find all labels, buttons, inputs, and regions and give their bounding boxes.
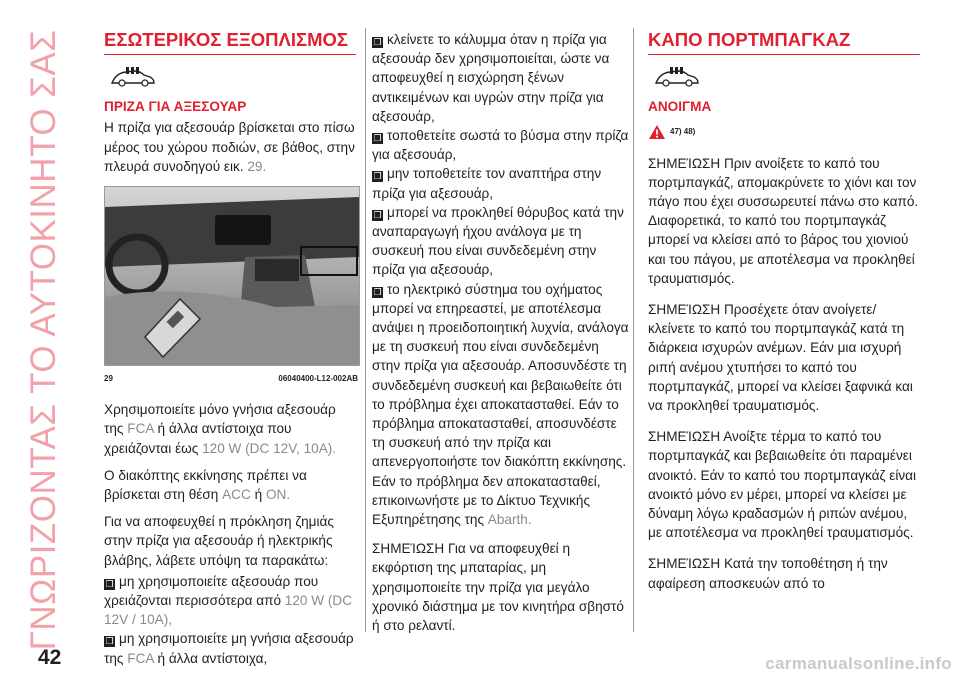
watermark: carmanualsonline.info [765, 654, 952, 673]
section-title-interior: ΕΣΩΤΕΡΙΚΟΣ ΕΞΟΠΛΙΣΜΟΣ [104, 30, 356, 55]
note-paragraph: ΣΗΜΕΊΩΣΗ Πριν ανοίξετε το καπό του πορτμπαγκάζ, απομακρύνετε το χιόνι και τον πάγο που έχει συσσωρευτεί πάνω στο καπό. Διαφορετικά, το καπό του πορτμπαγκάζ μπορεί να κλείσει από το βάρος του χιονιού και του πάγου, με αποτέλεσμα να προκληθεί τραυματισμός. [648, 155, 919, 286]
note-paragraph: ΣΗΜΕΊΩΣΗ Ανοίξτε τέρμα το καπό του πορτμπαγκάζ και βεβαιωθείτε ότι παραμένει ανοικτό. Εάν το καπό του πορτμπαγκάζ είναι ανοικτό μόνο εν μέρει, μπορεί να κλείσει με δύναμη λόγω κραδασμών ή ριπών ανέμου, με αποτέλεσμα να προκληθεί τραυματισμός. [648, 429, 917, 541]
checkbox-bullet-icon: ❐ [105, 578, 114, 589]
car-model-icon [110, 65, 156, 89]
checkbox-bullet-icon: ❐ [373, 286, 382, 297]
chapter-side-tab: ΓΝΩΡΙΖΟΝΤΑΣ ΤΟ ΑΥΤΟΚΙΝΗΤΟ ΣΑΣ [24, 29, 63, 651]
warning-reference: 47) 48) [648, 122, 920, 141]
note-paragraph: ΣΗΜΕΊΩΣΗ Κατά την τοποθέτηση ή την αφαίρεση αποσκευών από το [648, 556, 888, 591]
paragraph: Η πρίζα για αξεσουάρ βρίσκεται στο πίσω μέρος του χώρου ποδιών, σε βάθος, στην πλευρά συνοδηγού εικ. 29. [104, 120, 355, 174]
checkbox-bullet-icon: ❐ [373, 171, 382, 182]
column-divider [365, 28, 366, 632]
bullet-item: ❐ μην τοποθετείτε τον αναπτήρα στην πρίζα για αξεσουάρ, [372, 166, 602, 201]
figure-caption [104, 369, 358, 388]
checkbox-bullet-icon: ❐ [105, 636, 114, 647]
figure-number: 29 [104, 374, 113, 384]
section-title-trunk: ΚΑΠΟ ΠΟΡΤΜΠΑΓΚΑΖ [648, 30, 920, 55]
bullet-item: ❐ τοποθετείτε σωστά το βύσμα στην πρίζα για αξεσουάρ, [372, 128, 629, 163]
paragraph: Για να αποφευχθεί η πρόκληση ζημιάς στην πρίζα για αξεσουάρ ή ηλεκτρικής βλάβης, λάβετε υπόψη τα παρακάτω: [104, 514, 334, 568]
column-divider [633, 28, 634, 632]
figure-code: 06040400-L12-002AB [278, 374, 358, 384]
checkbox-bullet-icon: ❐ [373, 209, 382, 220]
checkbox-bullet-icon: ❐ [373, 37, 382, 47]
bullet-item: ❐ το ηλεκτρικό σύστημα του οχήματος μπορεί να επηρεαστεί, με αποτέλεσμα ανάψει η προειδοποιητική λυχνία, ανάλογα με τη συσκευή που είναι συνδεδεμένη στην πρίζα για αξεσουάρ. Αποσυνδέστε τη συνδεδεμένη συσκευή και βεβαιωθείτε ότι το πρόβλημα έχει αποκατασταθεί. Εάν το πρόβλημα αποκατασταθεί, αποσυνδέστε τη συσκευή από την πρίζα και απενεργοποιήστε τον διακόπτη εκκίνησης. Εάν το πρόβλημα δεν αποκατασταθεί, επικοινωνήστε με το Δίκτυο Τεχνικής Εξυπηρέτησης της Abarth. [372, 281, 629, 528]
bullet-item: ❐ μπορεί να προκληθεί θόρυβος κατά την αναπαραγωγή ήχου ανάλογα με τη συσκευή που είναι συνδεδεμένη στην πρίζα για αξεσουάρ, [372, 204, 624, 278]
paragraph: Χρησιμοποιείτε μόνο γνήσια αξεσουάρ της FCA ή άλλα αντίστοιχα που χρειάζονται έως 120 W (DC 12V, 10A). [104, 402, 337, 456]
figure-photo-dashboard [104, 186, 360, 366]
car-model-icon [654, 65, 700, 89]
paragraph: Ο διακόπτης εκκίνησης πρέπει να βρίσκεται στη θέση ACC ή ON. [104, 467, 307, 503]
checkbox-bullet-icon: ❐ [373, 133, 382, 144]
note-paragraph: ΣΗΜΕΊΩΣΗ Προσέχετε όταν ανοίγετε/κλείνετε το καπό του πορτμπαγκάζ κατά τη διάρκεια ισχυρών ανέμων. Εάν μια ισχυρή ριπή ανέμου χτυπήσει το καπό του πορτμπαγκάζ, μπορεί να κλείσει ξαφνικά και να προκληθεί τραυματισμός. [648, 302, 913, 414]
column-left [104, 30, 356, 668]
note-paragraph: ΣΗΜΕΊΩΣΗ Για να αποφευχθεί η εκφόρτιση της μπαταρίας, μη χρησιμοποιείτε την πρίζα για μεγάλο χρονικό διάστημα με τον κινητήρα σβηστό ή στο ρελαντί. [372, 541, 624, 634]
page-number: 42 [38, 646, 62, 669]
column-middle [372, 30, 630, 643]
bullet-item: ❐ μη χρησιμοποιείτε αξεσουάρ που χρειάζονται περισσότερα από 120 W (DC 12V / 10A), [104, 573, 353, 628]
bullet-item: ❐ κλείνετε το κάλυμμα όταν η πρίζα για αξεσουάρ δεν χρησιμοποιείται, ώστε να αποφευχθεί η εισχώρηση ξένων αντικειμένων και υγρών στην πρίζα για αξεσουάρ, [372, 32, 610, 124]
column-right [648, 30, 920, 601]
subsection-title-accessory-socket: ΠΡΙΖΑ ΓΙΑ ΑΞΕΣΟΥΑΡ [104, 99, 247, 115]
subsection-title-opening: ΑΝΟΙΓΜΑ [648, 99, 712, 115]
bullet-item: ❐ μη χρησιμοποιείτε μη γνήσια αξεσουάρ της FCA ή άλλα αντίστοιχα, [104, 631, 354, 666]
warning-triangle-icon [648, 124, 666, 140]
